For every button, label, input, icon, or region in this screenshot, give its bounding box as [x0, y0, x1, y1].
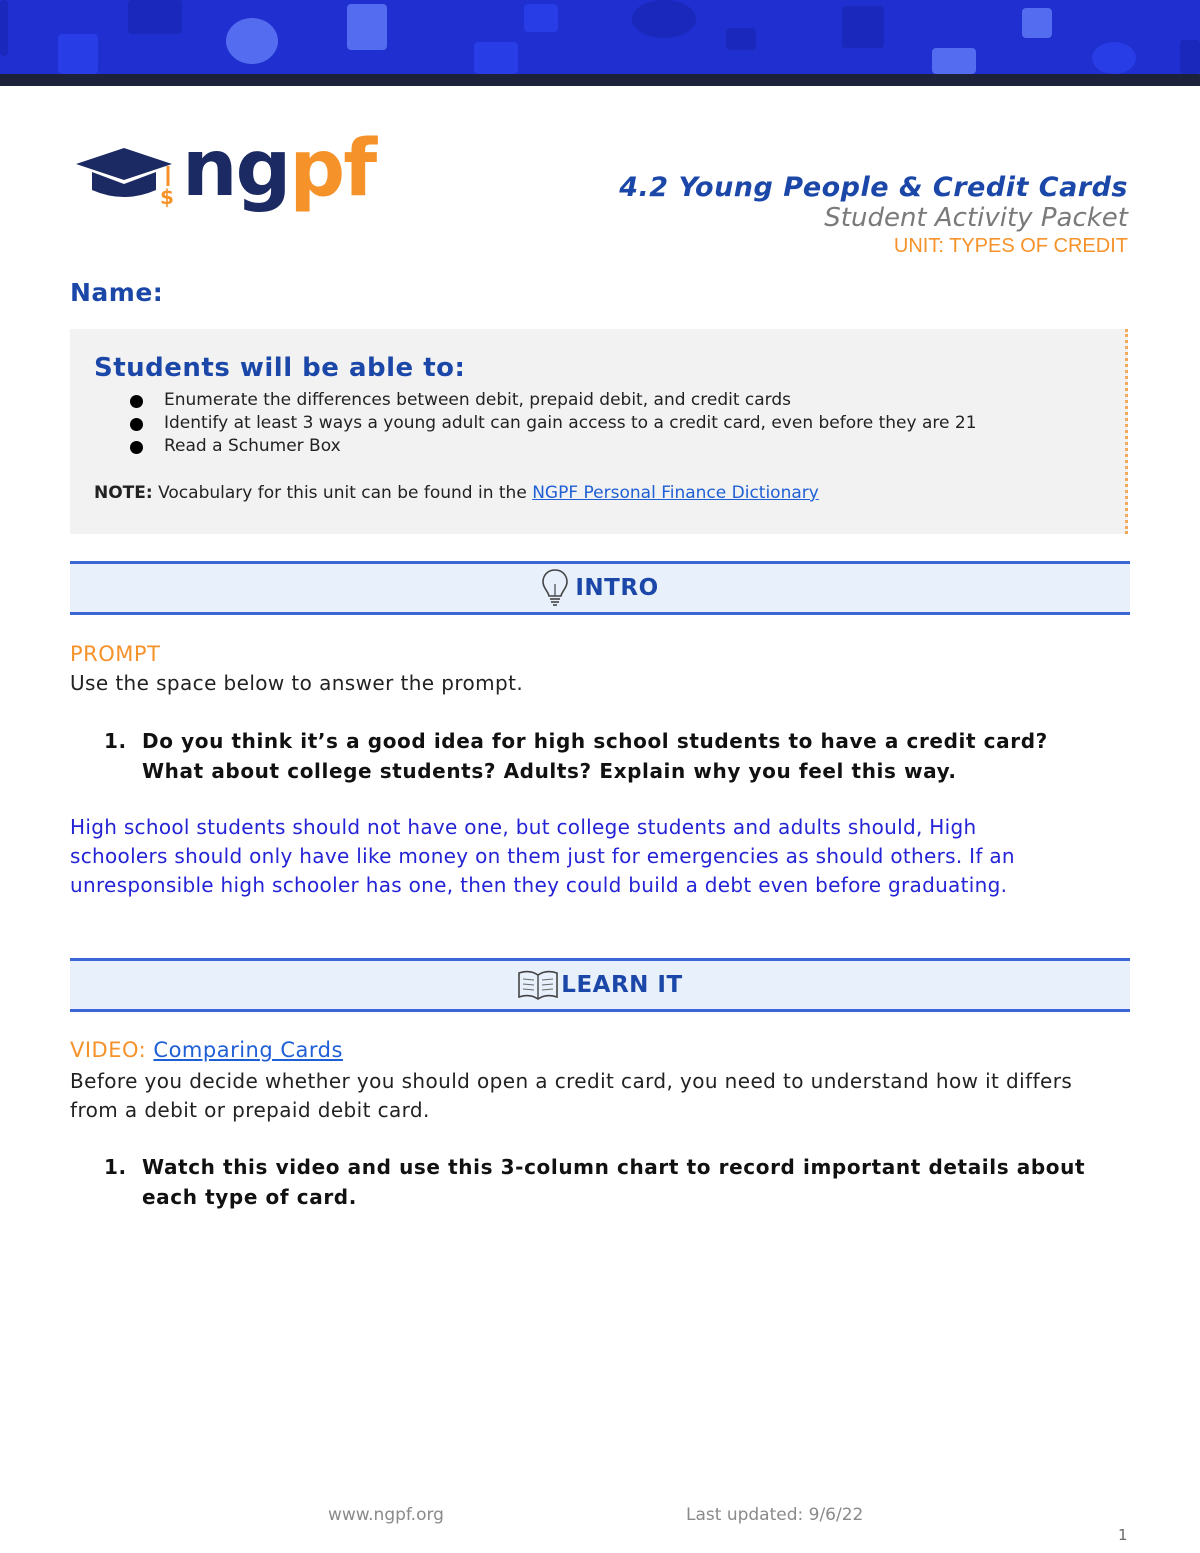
objectives-heading: Students will be able to: [94, 353, 466, 383]
prompt-label: PROMPT [70, 642, 161, 666]
document-icon [58, 34, 98, 74]
open-book-icon [517, 969, 559, 1001]
list-item: Read a Schumer Box [130, 435, 977, 458]
name-field-label: Name: [70, 278, 164, 307]
folder-icon [932, 48, 976, 74]
piggy-bank-icon [226, 18, 278, 64]
prompt-instructions: Use the space below to answer the prompt. [70, 671, 524, 695]
ngpf-logo [72, 124, 376, 216]
learn-it-section-label: LEARN IT [561, 972, 683, 998]
banner-shape [1180, 40, 1200, 74]
folder-icon [726, 28, 756, 50]
unit-label: UNIT: TYPES OF CREDIT [893, 235, 1128, 257]
list-item: Identify at least 3 ways a young adult can gain access to a credit card, even before they are 21 [130, 412, 977, 435]
footer-last-updated: Last updated: 9/6/22 [686, 1505, 864, 1525]
list-item: Enumerate the differences between debit, prepaid debit, and credit cards [130, 389, 977, 412]
bullet-icon [130, 395, 143, 408]
banner-underline [0, 74, 1200, 86]
header-banner [0, 0, 1200, 74]
calculator-icon [842, 6, 884, 48]
calculator-icon [524, 4, 558, 32]
intro-question: 1. Do you think it’s a good idea for high school students to have a credit card? What about college students? Adults? Explain why you feel this way. [104, 729, 1048, 783]
calculator-icon [1022, 8, 1052, 38]
piggy-bank-icon [1092, 42, 1136, 74]
objectives-list [130, 389, 977, 458]
document-icon [347, 4, 387, 50]
lightbulb-icon [541, 568, 569, 608]
objectives-box [70, 329, 1128, 534]
piggy-bank-icon [632, 0, 696, 38]
learn-it-section-header [70, 958, 1130, 1012]
graduation-cap-icon [72, 142, 182, 212]
page-number: 1 [1118, 1526, 1128, 1544]
learn-question: 1. Watch this video and use this 3-column chart to record important details about each type of card. [104, 1155, 1086, 1209]
student-answer: High school students should not have one, but college students and adults should, High schoolers should only have like money on them just for emergencies as should others. If an unresponsible high schooler has one, then they could build a debt even before graduating. [70, 815, 1015, 897]
footer-website: www.ngpf.org [328, 1505, 444, 1525]
banner-shape [0, 0, 8, 56]
dictionary-link[interactable]: NGPF Personal Finance Dictionary [532, 483, 819, 503]
intro-section-header [70, 561, 1130, 615]
folder-icon [474, 42, 518, 74]
page-title: 4.2 Young People & Credit Cards [619, 172, 1128, 203]
svg-text:$: $ [160, 185, 174, 209]
title-block [619, 172, 1128, 258]
intro-section-label: INTRO [575, 575, 659, 601]
comparing-cards-link[interactable]: Comparing Cards [153, 1038, 343, 1062]
banner-shape [128, 0, 182, 34]
bullet-icon [130, 441, 143, 454]
vocabulary-note: NOTE: Vocabulary for this unit can be found in the NGPF Personal Finance Dictionary [94, 483, 819, 503]
video-label: VIDEO: Comparing Cards [70, 1038, 343, 1062]
logo-wordmark: ngpf [182, 124, 376, 214]
video-description: Before you decide whether you should open a credit card, you need to understand how it differs from a debit or prepaid debit card. [70, 1069, 1073, 1122]
page-subtitle: Student Activity Packet [824, 203, 1128, 233]
bullet-icon [130, 418, 143, 431]
